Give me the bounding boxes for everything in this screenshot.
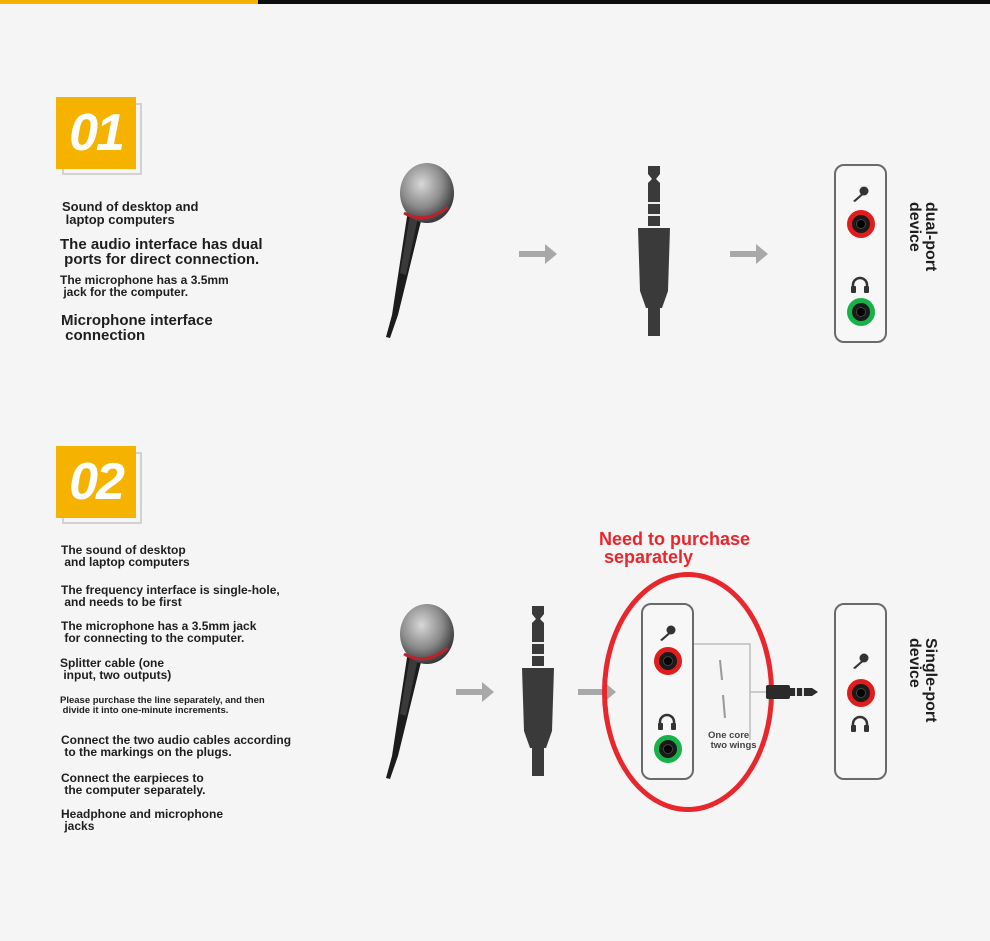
step-number: 02	[69, 453, 123, 511]
splitter-caption: One core two wings	[708, 730, 757, 751]
splitter-panel	[641, 603, 694, 780]
step-01-line-2: The audio interface has dual ports for direct connection.	[60, 236, 263, 268]
step-01-line-1: Sound of desktop and laptop computers	[62, 199, 199, 227]
microphone-icon	[656, 625, 678, 641]
top-bar-accent	[0, 0, 258, 4]
single-port-device-panel	[834, 603, 887, 780]
microphone-icon	[849, 186, 871, 202]
step-02-line-2: The frequency interface is single-hole, and needs to be first	[61, 583, 280, 609]
headphone-jack	[847, 298, 875, 326]
single-port-device-label: Single-port device	[906, 638, 939, 723]
microphone-icon	[849, 653, 871, 669]
step-02-line-4: Splitter cable (one input, two outputs)	[60, 656, 172, 682]
microphone-icon	[370, 596, 470, 781]
step-02-badge	[56, 446, 136, 518]
mic-jack	[847, 210, 875, 238]
audio-plug-icon	[518, 606, 558, 776]
headphone-jack	[654, 735, 682, 763]
headphone-icon	[850, 276, 870, 294]
step-01-badge	[56, 97, 136, 169]
arrow-right-icon	[456, 680, 496, 704]
step-02-line-5: Please purchase the line separately, and then divide it into one-minute increments.	[60, 695, 265, 716]
headphone-icon	[657, 713, 677, 731]
step-02-line-7: Connect the earpieces to the computer separately.	[61, 771, 206, 797]
dual-port-device-panel	[834, 164, 887, 343]
purchase-note: Need to purchase separately	[599, 529, 751, 567]
step-01-line-4: Microphone interface connection	[61, 312, 213, 344]
dual-port-device-label: dual-port device	[906, 202, 939, 272]
splitter-cable	[690, 640, 830, 740]
step-01-line-3: The microphone has a 3.5mm jack for the computer.	[60, 273, 229, 299]
mic-jack	[654, 647, 682, 675]
step-02-line-6: Connect the two audio cables according to the markings on the plugs.	[61, 733, 292, 759]
step-02-line-1: The sound of desktop and laptop computers	[61, 543, 190, 569]
step-number: 01	[69, 104, 123, 162]
step-02-line-8: Headphone and microphone jacks	[61, 807, 224, 833]
arrow-right-icon	[730, 242, 770, 266]
combo-jack	[847, 679, 875, 707]
headphone-icon	[850, 715, 870, 733]
arrow-right-icon	[519, 242, 559, 266]
audio-plug-icon	[634, 166, 674, 336]
microphone-icon	[370, 155, 470, 340]
step-02-line-3: The microphone has a 3.5mm jack for connecting to the computer.	[61, 619, 257, 645]
